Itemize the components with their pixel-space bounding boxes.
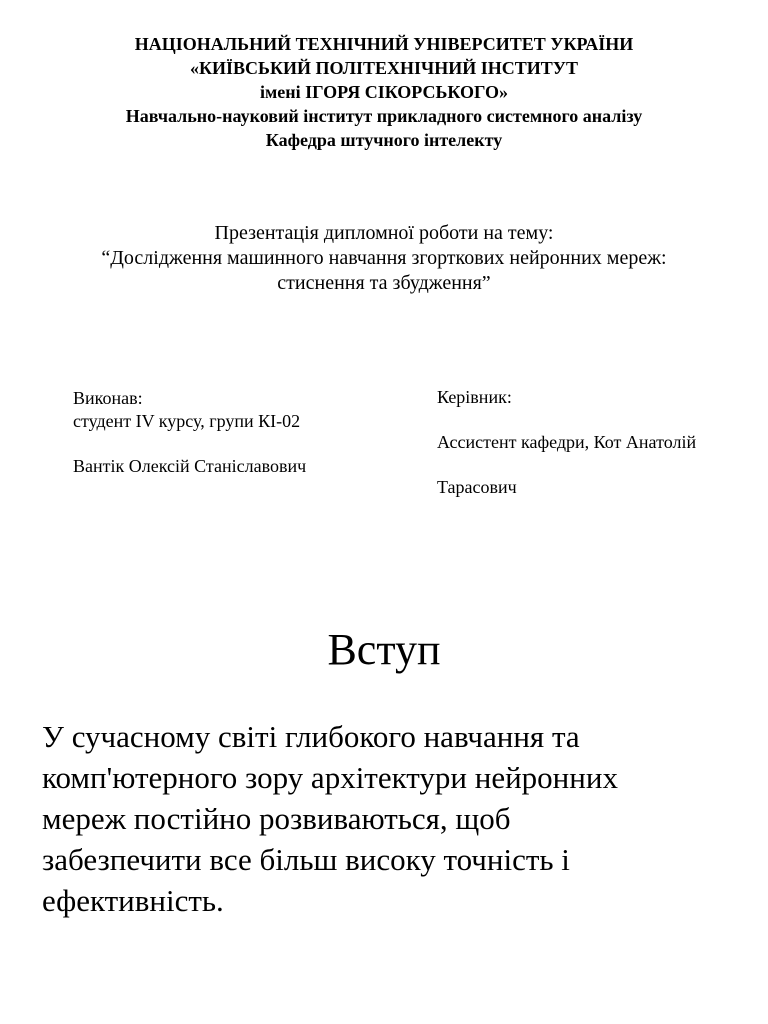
intro-line: мереж постійно розвиваються, щоб bbox=[42, 801, 511, 836]
institute-name-line: «КИЇВСЬКИЙ ПОЛІТЕХНІЧНИЙ ІНСТИТУТ bbox=[189, 58, 578, 78]
intro-paragraph bbox=[42, 716, 742, 921]
intro-line: комп'ютерного зору архітектури нейронних bbox=[42, 760, 618, 795]
department-line: Кафедра штучного інтелекту bbox=[265, 130, 503, 150]
supervisor-block bbox=[437, 386, 757, 499]
performer-block bbox=[73, 387, 413, 478]
topic-title-line-1: “Дослідження машинного навчання згорткових нейронних мереж: bbox=[101, 247, 667, 269]
spacer bbox=[437, 409, 757, 431]
spacer bbox=[73, 433, 413, 455]
supervisor-position-name: Ассистент кафедри, Кот Анатолій bbox=[437, 432, 697, 452]
performer-name: Вантік Олексій Станіславович bbox=[73, 456, 307, 476]
intro-line: ефективність. bbox=[42, 883, 224, 918]
supervisor-label: Керівник: bbox=[437, 387, 512, 407]
section-title: Вступ bbox=[327, 625, 441, 674]
topic-title-line-2: стиснення та збудження” bbox=[277, 272, 491, 294]
intro-line: У сучасному світі глибокого навчання та bbox=[42, 719, 580, 754]
intro-line: забезпечити все більш високу точність і bbox=[42, 842, 570, 877]
performer-label: Виконав: bbox=[73, 388, 143, 408]
university-name-line: НАЦІОНАЛЬНИЙ ТЕХНІЧНИЙ УНІВЕРСИТЕТ УКРАЇНИ bbox=[134, 34, 634, 54]
performer-group: студент IV курсу, групи КІ-02 bbox=[73, 411, 301, 431]
institute-dedication-line: імені ІГОРЯ СІКОРСЬКОГО» bbox=[259, 82, 509, 102]
supervisor-patronymic: Тарасович bbox=[437, 477, 517, 497]
university-header bbox=[0, 32, 768, 152]
thesis-topic bbox=[0, 221, 768, 296]
spacer bbox=[437, 454, 757, 476]
topic-intro-line: Презентація дипломної роботи на тему: bbox=[214, 222, 554, 244]
faculty-line: Навчально-науковий інститут прикладного системного аналізу bbox=[125, 106, 643, 126]
